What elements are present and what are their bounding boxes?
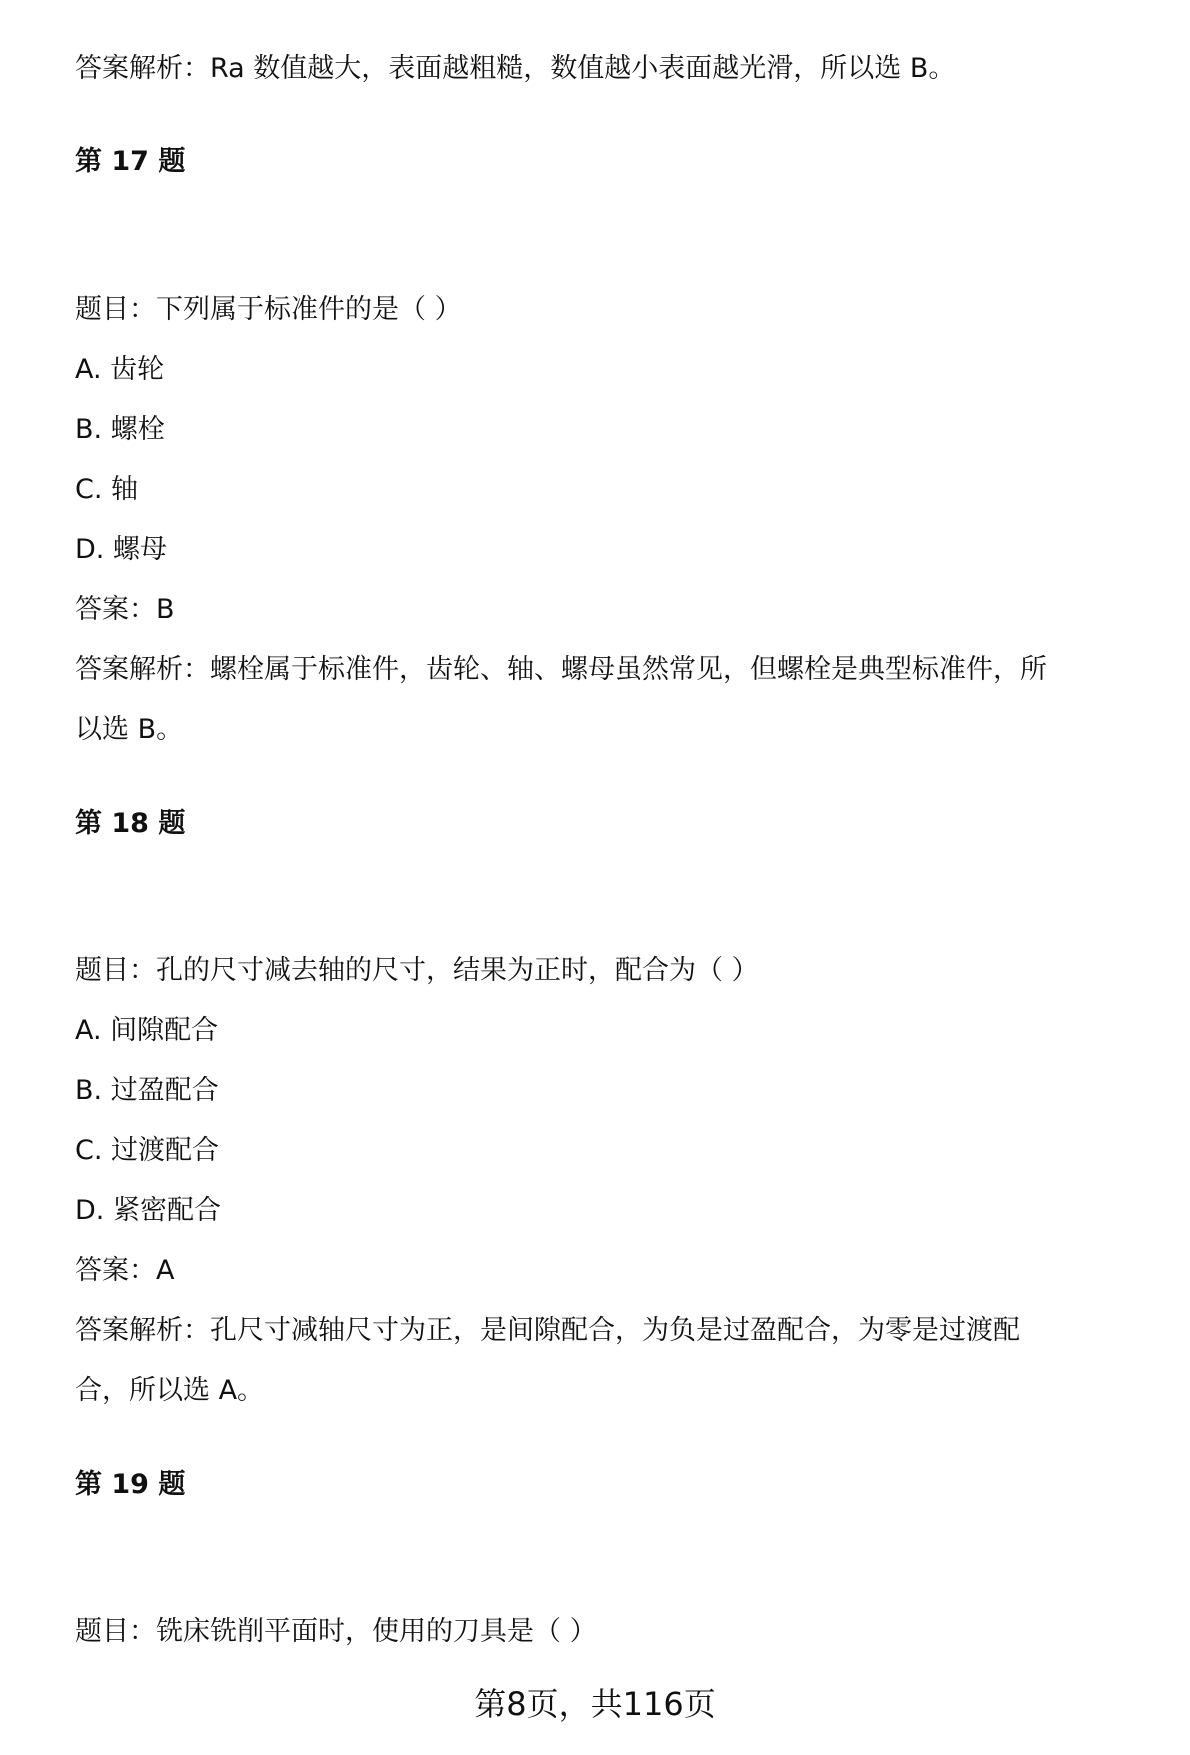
question-heading: 第 18 题 — [75, 808, 186, 839]
question-heading: 第 17 题 — [75, 146, 186, 177]
option-a: A. 间隙配合 — [75, 1015, 219, 1046]
option-d: D. 螺母 — [75, 534, 167, 565]
explanation-text: 以选 B。 — [75, 714, 184, 745]
explanation-text: 合，所以选 A。 — [75, 1375, 265, 1406]
option-d: D. 紧密配合 — [75, 1195, 221, 1226]
question-text: 题目：孔的尺寸减去轴的尺寸，结果为正时，配合为（ ） — [75, 955, 759, 986]
explanation-text: 答案解析：孔尺寸减轴尺寸为正，是间隙配合，为负是过盈配合，为零是过渡配 — [75, 1315, 1020, 1346]
option-b: B. 过盈配合 — [75, 1075, 219, 1106]
option-a: A. 齿轮 — [75, 354, 165, 385]
question-text: 题目：下列属于标准件的是（ ） — [75, 294, 462, 325]
explanation-text: 答案解析：螺栓属于标准件，齿轮、轴、螺母虽然常见，但螺栓是典型标准件，所 — [75, 654, 1047, 685]
answer-text: 答案：B — [75, 594, 175, 625]
option-c: C. 过渡配合 — [75, 1135, 220, 1166]
explanation-text: 答案解析：Ra 数值越大，表面越粗糙，数值越小表面越光滑，所以选 B。 — [75, 53, 956, 84]
question-heading: 第 19 题 — [75, 1469, 186, 1500]
question-text: 题目：铣床铣削平面时，使用的刀具是（ ） — [75, 1616, 597, 1647]
page-number: 第8页，共116页 — [474, 1685, 716, 1723]
answer-text: 答案：A — [75, 1255, 175, 1286]
option-b: B. 螺栓 — [75, 414, 165, 445]
option-c: C. 轴 — [75, 474, 139, 505]
